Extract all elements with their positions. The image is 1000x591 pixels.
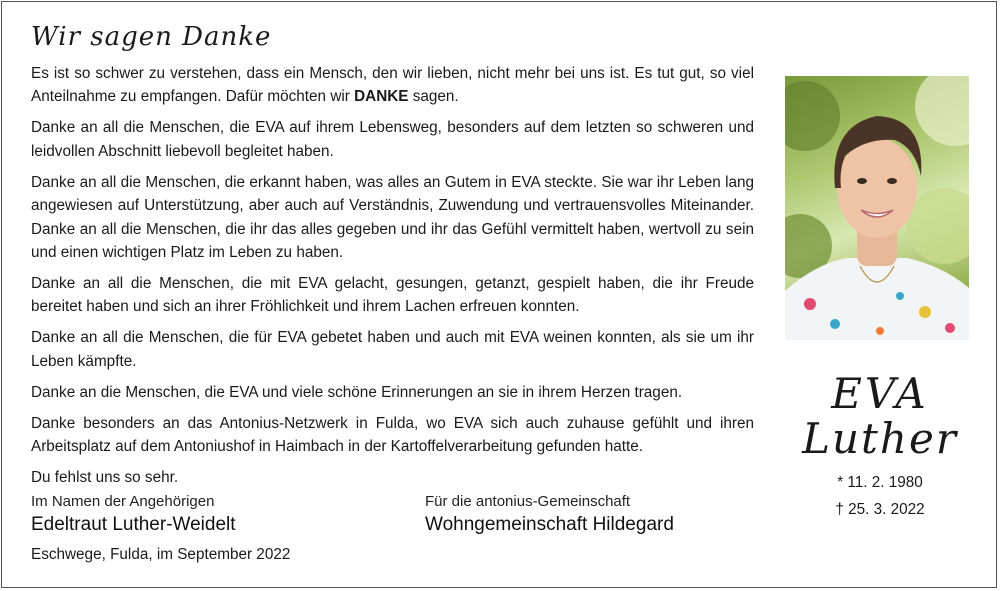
paragraph-3: Danke an all die Menschen, die erkannt haben, was alles an Gutem in EVA steckte. Sie war ihr Leben lang angewiesen auf Unterstützung, aber auch auf Verständnis, Zuwendung und vertrauensvolles Miteinander. Danke an all die Menschen, die ihr das alles gegeben und ihr das Gefühl vermittelt haben, wertvoll zu sein und einen wichtigen Platz im Leben zu haben. <box>31 173 754 262</box>
birth-date: * 11. 2. 1980 <box>837 474 923 491</box>
deceased-last-name: Luther <box>802 414 958 463</box>
place-date: Eschwege, Fulda, im September 2022 <box>31 546 291 563</box>
paragraph-8: Du fehlst uns so sehr. <box>31 469 179 487</box>
life-dates <box>790 469 970 523</box>
death-date: † 25. 3. 2022 <box>835 501 925 518</box>
paragraph-5: Danke an all die Menschen, die für EVA gebetet haben und auch mit EVA weinen konnten, als sie um ihr Leben kämpfte. <box>31 329 754 370</box>
paragraph-7: Danke besonders an das Antonius-Netzwerk in Fulda, wo EVA sich auch zuhause gefühlt und ihren Arbeitsplatz auf dem Antoniushof in Haimbach in der Kartoffelverarbeitung gefunden hatte. <box>31 414 754 456</box>
portrait-illustration <box>785 76 969 340</box>
notice-heading: Wir sagen Danke <box>31 22 272 52</box>
portrait-photo <box>785 76 969 340</box>
danke-emphasis: DANKE <box>354 88 409 106</box>
paragraph-1: Es ist so schwer zu verstehen, dass ein Mensch, den wir lieben, nicht mehr bei uns ist. Es tut gut, so viel Anteilnahme zu empfangen. Dafür möchten wir DANKE sagen. <box>31 65 754 106</box>
deceased-first-name: EVA <box>831 369 929 418</box>
paragraph-2: Danke an all die Menschen, die EVA auf ihrem Lebensweg, besonders auf dem letzten so schweren und leidvollen Abschnitt liebevoll begleitet haben. <box>31 119 754 160</box>
notice-body <box>31 62 754 497</box>
signature-left-label: Im Namen der Angehörigen <box>31 493 215 510</box>
paragraph-4: Danke an all die Menschen, die mit EVA gelacht, gesungen, getanzt, gespielt haben, die ihr Freude bereitet haben und sich an ihrer Fröhlichkeit und ihrem Lachen erfreuen konnten. <box>31 275 754 316</box>
signature-left-name: Edeltraut Luther-Weidelt <box>31 514 236 535</box>
signature-right-label: Für die antonius-Gemeinschaft <box>425 493 631 510</box>
signature-right-name: Wohngemeinschaft Hildegard <box>425 514 674 535</box>
paragraph-6: Danke an die Menschen, die EVA und viele schöne Erinnerungen an sie in ihrem Herzen tragen. <box>31 383 683 401</box>
